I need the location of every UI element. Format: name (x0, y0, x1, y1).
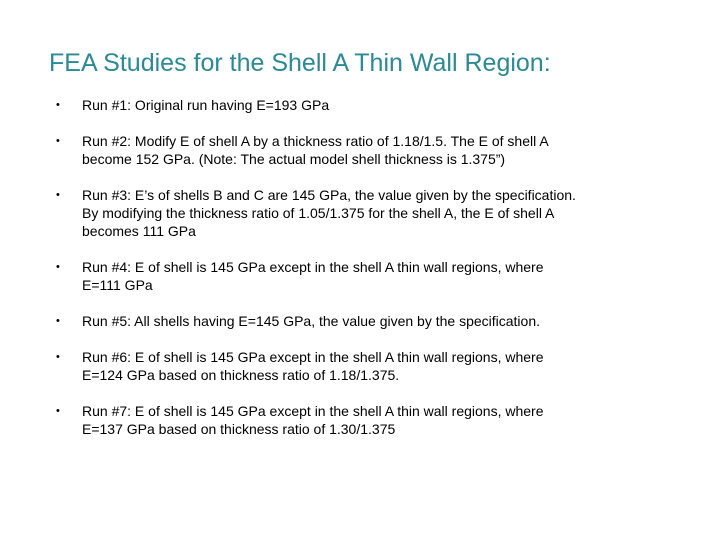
bullet-icon: • (56, 315, 60, 327)
bullet-icon: • (56, 351, 60, 363)
bullet-text: Run #3: E’s of shells B and C are 145 GPa, the value given by the specification. By modifying the thickness ratio of 1.05/1.375 for the shell A, the E of shell A becomes 111 GPa (82, 187, 576, 239)
bullet-item-run-5 (56, 312, 656, 330)
bullet-list (56, 96, 656, 456)
slide-title: FEA Studies for the Shell A Thin Wall Region: (49, 49, 551, 77)
bullet-item-run-3 (56, 186, 656, 240)
bullet-text: Run #2: Modify E of shell A by a thickness ratio of 1.18/1.5. The E of shell A become 152 GPa. (Note: The actual model shell thickness is 1.375”) (82, 133, 549, 167)
bullet-item-run-1 (56, 96, 656, 114)
bullet-icon: • (56, 189, 60, 201)
bullet-item-run-6 (56, 348, 656, 384)
bullet-text: Run #4: E of shell is 145 GPa except in the shell A thin wall regions, where E=111 GPa (82, 259, 544, 293)
bullet-text: Run #6: E of shell is 145 GPa except in the shell A thin wall regions, where E=124 GPa based on thickness ratio of 1.18/1.375. (82, 349, 544, 383)
bullet-icon: • (56, 261, 60, 273)
bullet-text: Run #1: Original run having E=193 GPa (82, 97, 330, 113)
bullet-icon: • (56, 405, 60, 417)
bullet-text: Run #5: All shells having E=145 GPa, the value given by the specification. (82, 313, 541, 329)
bullet-item-run-2 (56, 132, 656, 168)
bullet-icon: • (56, 135, 60, 147)
bullet-item-run-7 (56, 402, 656, 438)
bullet-item-run-4 (56, 258, 656, 294)
bullet-text: Run #7: E of shell is 145 GPa except in the shell A thin wall regions, where E=137 GPa based on thickness ratio of 1.30/1.375 (82, 403, 544, 437)
bullet-icon: • (56, 99, 60, 111)
